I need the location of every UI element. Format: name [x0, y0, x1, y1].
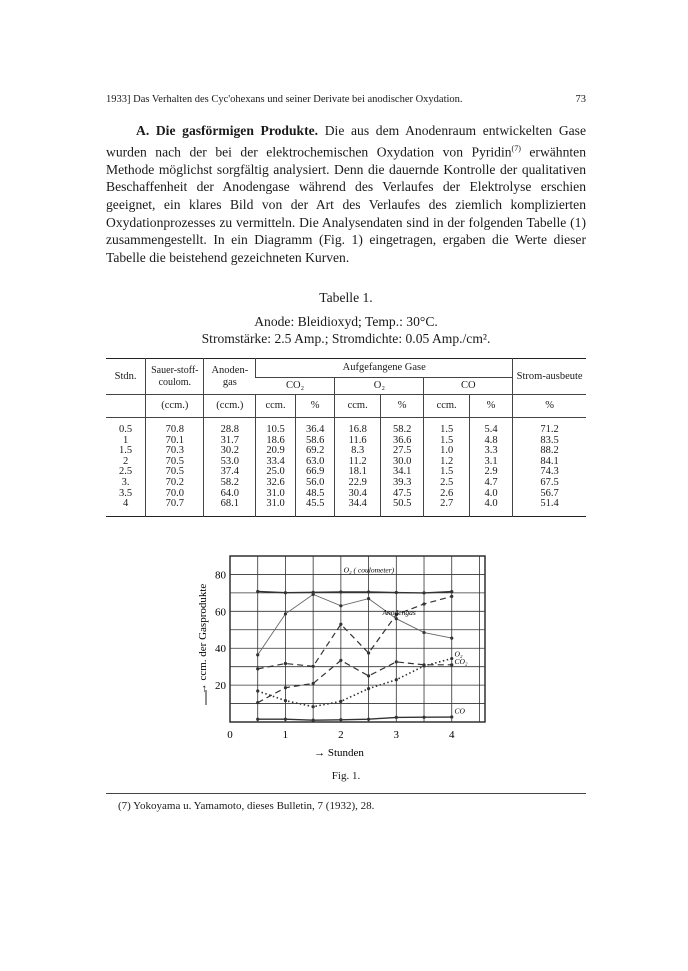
series-1-point [284, 662, 287, 665]
header-stdn: Stdn. [114, 370, 137, 382]
series-4-point [256, 718, 259, 721]
cell-r6-c7: 2.6 [440, 487, 454, 499]
series-3-point [367, 687, 370, 690]
unit-co2-ccm: ccm. [256, 395, 296, 418]
cell-r4-c5: 18.1 [348, 466, 367, 478]
y-tick-label: 20 [215, 680, 226, 693]
series-4-point [422, 716, 425, 719]
cell-r0-c4: 36.4 [305, 424, 325, 435]
cell-r3-c9: 84.1 [540, 455, 559, 467]
y-tick-label: 80 [215, 569, 226, 582]
series-1-point [367, 651, 370, 654]
cell-r3-c7: 1.2 [440, 455, 454, 467]
cell-r4-c3: 25.0 [266, 466, 285, 478]
series-2-point [367, 674, 370, 677]
cell-r1-c4: 58.6 [305, 434, 325, 446]
cell-r1-c1: 70.1 [165, 434, 184, 446]
cell-r3-c3: 33.4 [266, 455, 285, 467]
cell-r3-c0: 2 [122, 455, 129, 467]
cell-r3-c8: 3.1 [484, 455, 498, 467]
figure-caption: Fig. 1. [331, 770, 361, 782]
cell-r7-c2: 68.1 [220, 498, 240, 510]
series-5-point [284, 612, 287, 615]
unit-co2-pct: % [295, 395, 335, 418]
header-co2: CO₂ [256, 378, 335, 395]
cell-r2-c7: 1.0 [440, 445, 454, 457]
section-heading: A. Die gasförmigen Produkte. [136, 123, 319, 138]
y-tick-label: 60 [215, 606, 226, 619]
series-0-point [284, 591, 287, 594]
cell-r0-c1: 70.8 [165, 424, 184, 435]
cell-r1-c8: 4.8 [484, 434, 498, 446]
paragraph-text-a: Die aus dem Anodenraum entwickelten Gase wurden nach der bei der elektrochemischen Oxydation von Pyridin [106, 123, 586, 160]
table-conditions-2: Stromstärke: 2.5 Amp.; Stromdichte: 0.05 Amp./cm². [201, 331, 491, 346]
cell-r0-c6: 58.2 [392, 424, 412, 435]
series-1-point [339, 623, 342, 626]
cell-r7-c6: 50.5 [392, 498, 412, 510]
cell-r0-c8: 5.4 [484, 424, 498, 435]
cell-r2-c3: 20.9 [266, 445, 285, 457]
cell-r6-c9: 56.7 [540, 487, 559, 499]
cell-r5-c7: 2.5 [440, 476, 454, 488]
cell-r7-c8: 4.0 [484, 498, 498, 510]
series-5-point [450, 636, 453, 639]
annotation-label: O₂ ( coulometer) [343, 565, 395, 575]
annotation-label: O₂ [454, 649, 463, 659]
footnote: (7) Yokoyama u. Yamamoto, dieses Bulletin, 7 (1932), 28. [118, 800, 375, 812]
series-3-point [339, 700, 342, 703]
cell-r2-c9: 88.2 [540, 445, 559, 457]
cell-r0-c9: 71.2 [540, 424, 559, 435]
footnote-divider [106, 793, 586, 794]
paragraph-text-b: erwähnten Methode möglichst sorgfältig analysiert. Denn die dauernde Kontrolle der qualitativen Beschaffenheit der Anodengase während des Verlaufes der Elektrolyse erschien geeignet, ein klares Bild von der Art des Verlaufes des ziemlich komplizierten Oxydationprozesses zu vermitteln. Die Analysendaten sind in der folgenden Tabelle (1) zusammengestellt. In ein Diagramm (Fig. 1) eingetragen, ergaben die Werte dieser Tabelle die beistehend gezeichneten Kurven. [106, 144, 586, 265]
cell-r0-c2: 28.8 [220, 424, 240, 435]
series-2-point [312, 682, 315, 685]
cell-r4-c1: 70.5 [165, 466, 184, 478]
cell-r1-c3: 18.6 [266, 434, 285, 446]
cell-r2-c2: 30.2 [220, 445, 240, 457]
cell-r4-c2: 37.4 [220, 466, 240, 478]
cell-r5-c4: 56.0 [305, 476, 325, 488]
header-aufgefangene-gase: Aufgefangene Gase [256, 359, 513, 378]
cell-r4-c6: 34.1 [392, 466, 412, 478]
series-4-point [450, 715, 453, 718]
x-tick-label: 2 [338, 729, 344, 741]
series-4-point [339, 718, 342, 721]
cell-r0-c3: 10.5 [266, 424, 285, 435]
cell-r1-c5: 11.6 [348, 434, 367, 446]
series-0-point [422, 591, 425, 594]
cell-r5-c5: 22.9 [348, 476, 367, 488]
cell-r3-c6: 30.0 [392, 455, 412, 467]
series-3-point [312, 705, 315, 708]
unit-o2-pct: % [380, 395, 423, 418]
unit-o2-ccm: ccm. [335, 395, 380, 418]
unit-co-ccm: ccm. [424, 395, 469, 418]
header-o2: O₂ [335, 378, 424, 395]
cell-r3-c1: 70.5 [165, 455, 184, 467]
table-title: Tabelle 1. [319, 290, 373, 305]
cell-r2-c1: 70.3 [165, 445, 184, 457]
cell-r4-c0: 2.5 [119, 466, 133, 478]
x-tick-label: 4 [448, 729, 455, 741]
series-1-point [450, 595, 453, 598]
series-5-point [367, 597, 370, 600]
cell-r5-c6: 39.3 [392, 476, 412, 488]
unit-ccm-sauerstoff: (ccm.) [146, 395, 204, 418]
header-co: CO [424, 378, 513, 395]
cell-r6-c5: 30.4 [348, 487, 367, 499]
cell-r2-c8: 3.3 [484, 445, 498, 457]
y-tick-label: 40 [215, 643, 226, 656]
cell-r7-c3: 31.0 [266, 498, 285, 510]
cell-r6-c2: 64.0 [220, 487, 240, 499]
series-0-point [395, 591, 398, 594]
series-3-point [450, 657, 453, 660]
series-5-point [312, 593, 315, 596]
annotation-label: CO [454, 706, 465, 716]
cell-r7-c0: 4 [122, 498, 129, 510]
series-4-point [395, 716, 398, 719]
cell-r7-c9: 51.4 [540, 498, 559, 510]
cell-r7-c4: 45.5 [305, 498, 325, 510]
header-stromausbeute: Strom-ausbeute [513, 359, 586, 395]
cell-r5-c0: 3. [121, 476, 130, 488]
cell-r5-c9: 67.5 [540, 476, 559, 488]
series-5-point [339, 604, 342, 607]
series-3-point [422, 664, 425, 667]
series-5-point [422, 631, 425, 634]
cell-r4-c4: 66.9 [305, 466, 325, 478]
series-2-point [284, 686, 287, 689]
series-5-point [256, 653, 259, 656]
table-conditions-1: Anode: Bleidioxyd; Temp.: 30°C. [254, 314, 438, 329]
running-head-title: 1933] Das Verhalten des Cyc'ohexans und seiner Derivate bei anodischer Oxydation. [106, 94, 463, 105]
series-0-point [450, 590, 453, 593]
series-4-point [284, 718, 287, 721]
series-4-point [312, 719, 315, 722]
cell-r4-c8: 2.9 [484, 466, 498, 478]
series-1-point [312, 665, 315, 668]
cell-r4-c7: 1.5 [440, 466, 454, 478]
cell-r6-c1: 70.0 [165, 487, 184, 499]
series-2-point [450, 663, 453, 666]
cell-r7-c5: 34.4 [348, 498, 367, 510]
cell-r0-c0: 0.5 [119, 424, 133, 435]
cell-r3-c5: 11.2 [348, 455, 367, 467]
page-number: 73 [575, 94, 586, 105]
series-4-point [367, 718, 370, 721]
series-1-point [256, 667, 259, 670]
cell-r5-c8: 4.7 [484, 476, 498, 488]
unit-strom-pct: % [513, 395, 586, 418]
series-2-point [339, 659, 342, 662]
series-2-point [395, 660, 398, 663]
x-tick-label: 1 [282, 729, 289, 741]
cell-r6-c4: 48.5 [305, 487, 325, 499]
x-tick-label: 0 [227, 729, 233, 741]
cell-r2-c6: 27.5 [392, 445, 412, 457]
cell-r1-c9: 83.5 [540, 434, 559, 446]
y-axis-label: → ccm. der Gasprodukte [197, 583, 209, 695]
cell-r6-c0: 3.5 [119, 487, 133, 499]
cell-r1-c2: 31.7 [220, 434, 240, 446]
series-5-point [395, 617, 398, 620]
footnote-reference: (7) [511, 143, 521, 153]
series-3-point [395, 678, 398, 681]
cell-r6-c8: 4.0 [484, 487, 498, 499]
series-3-point [284, 699, 287, 702]
series-0-point [367, 590, 370, 593]
unit-ccm-anodengas: (ccm.) [204, 395, 256, 418]
cell-r2-c5: 8.3 [351, 445, 365, 457]
header-sauerstoff: Sauer-stoff-coulom. [146, 359, 204, 395]
cell-r3-c4: 63.0 [305, 455, 325, 467]
cell-r2-c0: 1.5 [119, 445, 133, 457]
cell-r5-c3: 32.6 [266, 476, 285, 488]
cell-r5-c1: 70.2 [165, 476, 184, 488]
cell-r1-c0: 1 [122, 434, 129, 446]
cell-r4-c9: 74.3 [540, 466, 559, 478]
cell-r6-c6: 47.5 [392, 487, 412, 499]
series-0-point [256, 590, 259, 593]
header-anodengas: Anoden-gas [204, 359, 256, 395]
x-tick-label: 3 [393, 729, 400, 741]
series-1-point [422, 602, 425, 605]
cell-r7-c7: 2.7 [440, 498, 454, 510]
cell-r2-c4: 69.2 [305, 445, 325, 457]
series-2-point [256, 701, 259, 704]
cell-r0-c5: 16.8 [348, 424, 367, 435]
unit-co-pct: % [469, 395, 512, 418]
annotation-label: Anodengas [382, 608, 416, 618]
cell-r3-c2: 53.0 [220, 455, 240, 467]
x-axis-label: → Stunden [314, 747, 364, 759]
series-3-point [256, 689, 259, 692]
cell-r7-c1: 70.7 [165, 498, 184, 510]
cell-r5-c2: 58.2 [220, 476, 240, 488]
cell-r1-c6: 36.6 [392, 434, 412, 446]
cell-r1-c7: 1.5 [440, 434, 454, 446]
cell-r0-c7: 1.5 [440, 424, 454, 435]
cell-r6-c3: 31.0 [266, 487, 285, 499]
series-0-point [339, 590, 342, 593]
annotation-label: CO₂ [454, 656, 468, 666]
